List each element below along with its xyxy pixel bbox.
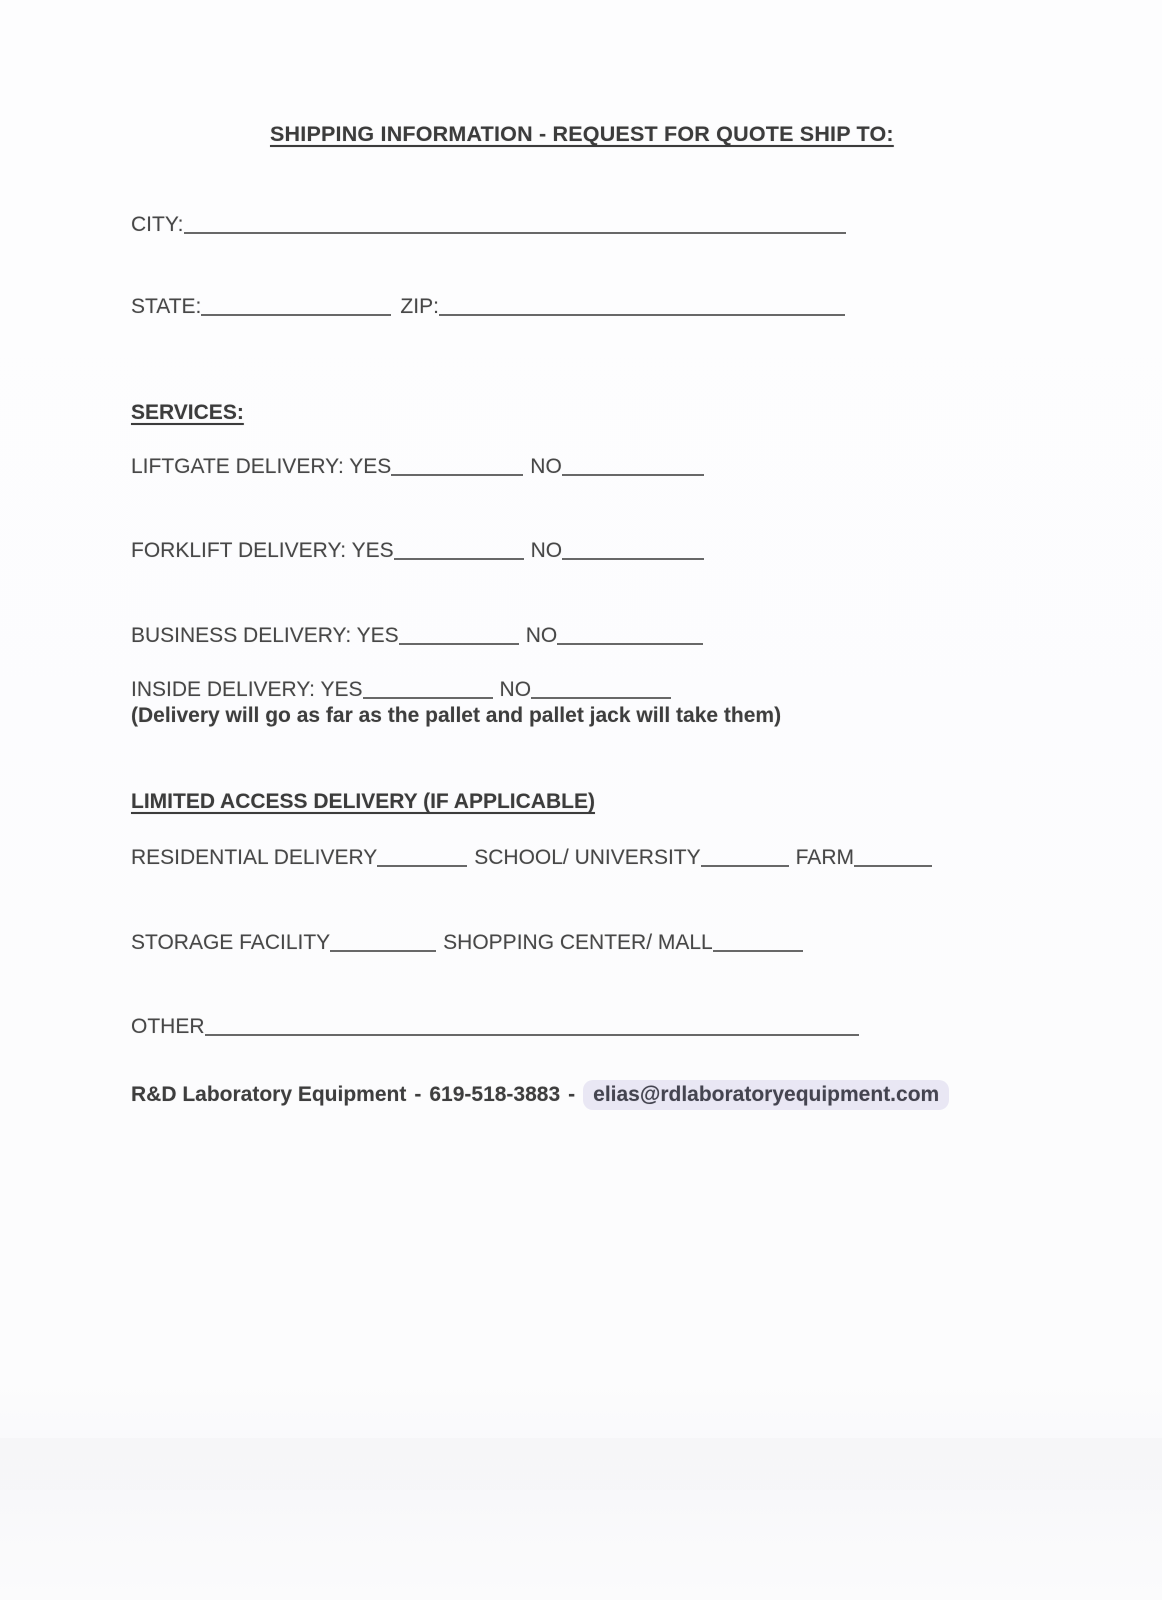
other-line (131, 1014, 859, 1040)
shopping-center-field[interactable] (713, 950, 803, 952)
storage-facility-field[interactable] (330, 950, 436, 952)
residential-field[interactable] (377, 865, 467, 867)
farm-field[interactable] (854, 865, 932, 867)
scan-artifact-band (0, 1438, 1162, 1490)
form-title: SHIPPING INFORMATION - REQUEST FOR QUOTE SHIP TO: (270, 122, 894, 146)
limited-access-row-2 (131, 930, 803, 956)
no-label: NO (530, 539, 563, 562)
liftgate-yes-field[interactable] (391, 474, 523, 476)
forklift-yes-field[interactable] (394, 558, 524, 560)
inside-delivery-label: INSIDE DELIVERY: (131, 678, 316, 701)
school-university-field[interactable] (701, 865, 789, 867)
school-university-label: SCHOOL/ UNIVERSITY (474, 846, 701, 869)
limited-access-row-1 (131, 845, 932, 871)
phone-number: 619-518-3883 (429, 1083, 561, 1106)
city-field[interactable] (184, 232, 846, 234)
no-label: NO (525, 624, 558, 647)
residential-delivery-label: RESIDENTIAL DELIVERY (131, 846, 378, 869)
city-label: CITY: (131, 213, 184, 236)
footer-line (131, 1082, 949, 1108)
service-row-business (131, 623, 703, 649)
email-link[interactable]: elias@rdlaboratoryequipment.com (583, 1080, 949, 1110)
yes-label: YES (320, 678, 363, 701)
state-label: STATE: (131, 295, 202, 318)
separator-dash: - (568, 1083, 576, 1106)
inside-yes-field[interactable] (363, 697, 493, 699)
separator-dash: - (414, 1083, 422, 1106)
service-row-forklift (131, 538, 704, 564)
state-field[interactable] (201, 314, 391, 316)
liftgate-no-field[interactable] (562, 474, 704, 476)
zip-label: ZIP: (400, 295, 439, 318)
business-delivery-label: BUSINESS DELIVERY: (131, 624, 352, 647)
inside-no-field[interactable] (531, 697, 671, 699)
inside-delivery-note: (Delivery will go as far as the pallet and pallet jack will take them) (131, 704, 782, 727)
shopping-center-label: SHOPPING CENTER/ MALL (443, 931, 713, 954)
liftgate-delivery-label: LIFTGATE DELIVERY: (131, 455, 344, 478)
state-zip-line (131, 294, 845, 320)
farm-label: FARM (795, 846, 854, 869)
forklift-delivery-label: FORKLIFT DELIVERY: (131, 539, 347, 562)
forklift-no-field[interactable] (562, 558, 704, 560)
storage-facility-label: STORAGE FACILITY (131, 931, 331, 954)
business-yes-field[interactable] (399, 643, 519, 645)
business-no-field[interactable] (557, 643, 703, 645)
zip-field[interactable] (439, 314, 845, 316)
yes-label: YES (351, 539, 394, 562)
limited-access-heading: LIMITED ACCESS DELIVERY (IF APPLICABLE) (131, 790, 595, 813)
no-label: NO (499, 678, 532, 701)
service-row-inside (131, 677, 671, 703)
service-row-liftgate (131, 454, 704, 480)
services-heading: SERVICES: (131, 401, 244, 424)
yes-label: YES (356, 624, 399, 647)
other-field[interactable] (205, 1034, 859, 1036)
other-label: OTHER (131, 1015, 205, 1038)
city-line (131, 212, 846, 238)
company-name: R&D Laboratory Equipment (131, 1083, 407, 1106)
yes-label: YES (349, 455, 392, 478)
no-label: NO (530, 455, 562, 478)
